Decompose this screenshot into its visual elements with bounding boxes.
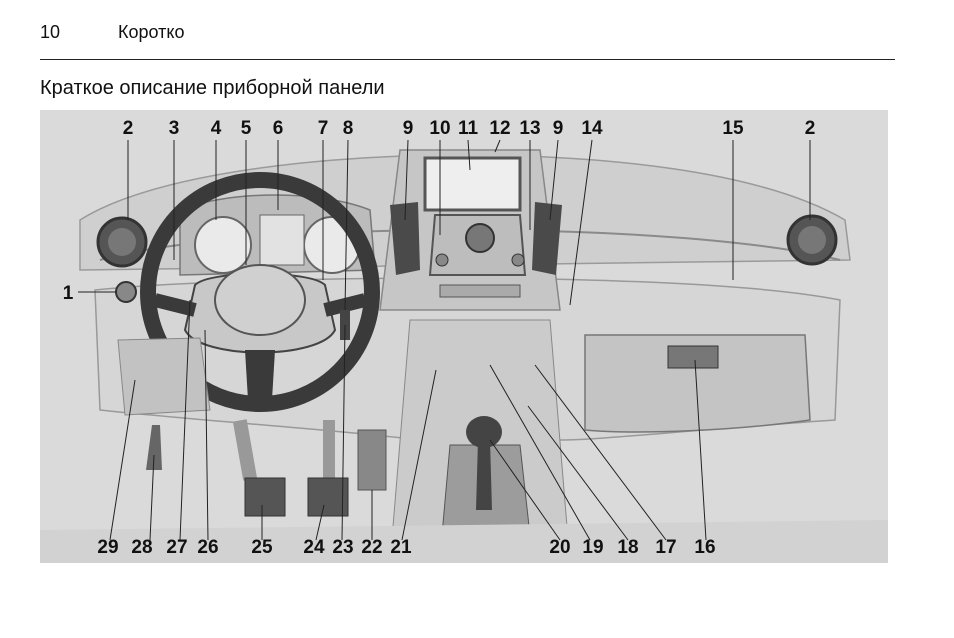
callout-number: 20	[549, 537, 571, 558]
section-title: Краткое описание приборной панели	[40, 77, 385, 99]
callout-number: 1	[62, 283, 74, 304]
callout-number: 3	[168, 118, 180, 139]
callout-number: 7	[317, 118, 329, 139]
callout-number: 4	[210, 118, 222, 139]
callout-number: 28	[131, 537, 153, 558]
callout-number: 2	[122, 118, 134, 139]
callout-number: 2	[804, 118, 816, 139]
callout-number: 25	[251, 537, 273, 558]
callout-number: 24	[303, 537, 325, 558]
dashboard-illustration	[40, 110, 888, 563]
callout-number: 14	[581, 118, 603, 139]
callout-number: 9	[552, 118, 564, 139]
callout-number: 9	[402, 118, 414, 139]
page-header	[40, 20, 895, 60]
chapter-title: Коротко	[118, 22, 185, 42]
callouts-left	[63, 283, 74, 304]
callout-number: 23	[332, 537, 354, 558]
callout-number: 6	[272, 118, 284, 139]
callout-number: 10	[429, 118, 451, 139]
callout-number: 13	[519, 118, 541, 139]
callout-number: 11	[457, 118, 479, 139]
callout-number: 29	[97, 537, 119, 558]
callout-number: 8	[342, 118, 354, 139]
callout-number: 22	[361, 537, 383, 558]
header-divider	[40, 59, 895, 60]
callout-number: 16	[694, 537, 716, 558]
callout-number: 26	[197, 537, 219, 558]
callout-number: 5	[240, 118, 252, 139]
callout-number: 17	[655, 537, 677, 558]
dashboard-drawing	[40, 110, 888, 563]
callout-number: 18	[617, 537, 639, 558]
callout-number: 19	[582, 537, 604, 558]
callout-number: 12	[489, 118, 511, 139]
page-number: 10	[40, 22, 61, 42]
callout-number: 15	[722, 118, 744, 139]
callout-number: 21	[390, 537, 412, 558]
callout-number: 27	[166, 537, 188, 558]
